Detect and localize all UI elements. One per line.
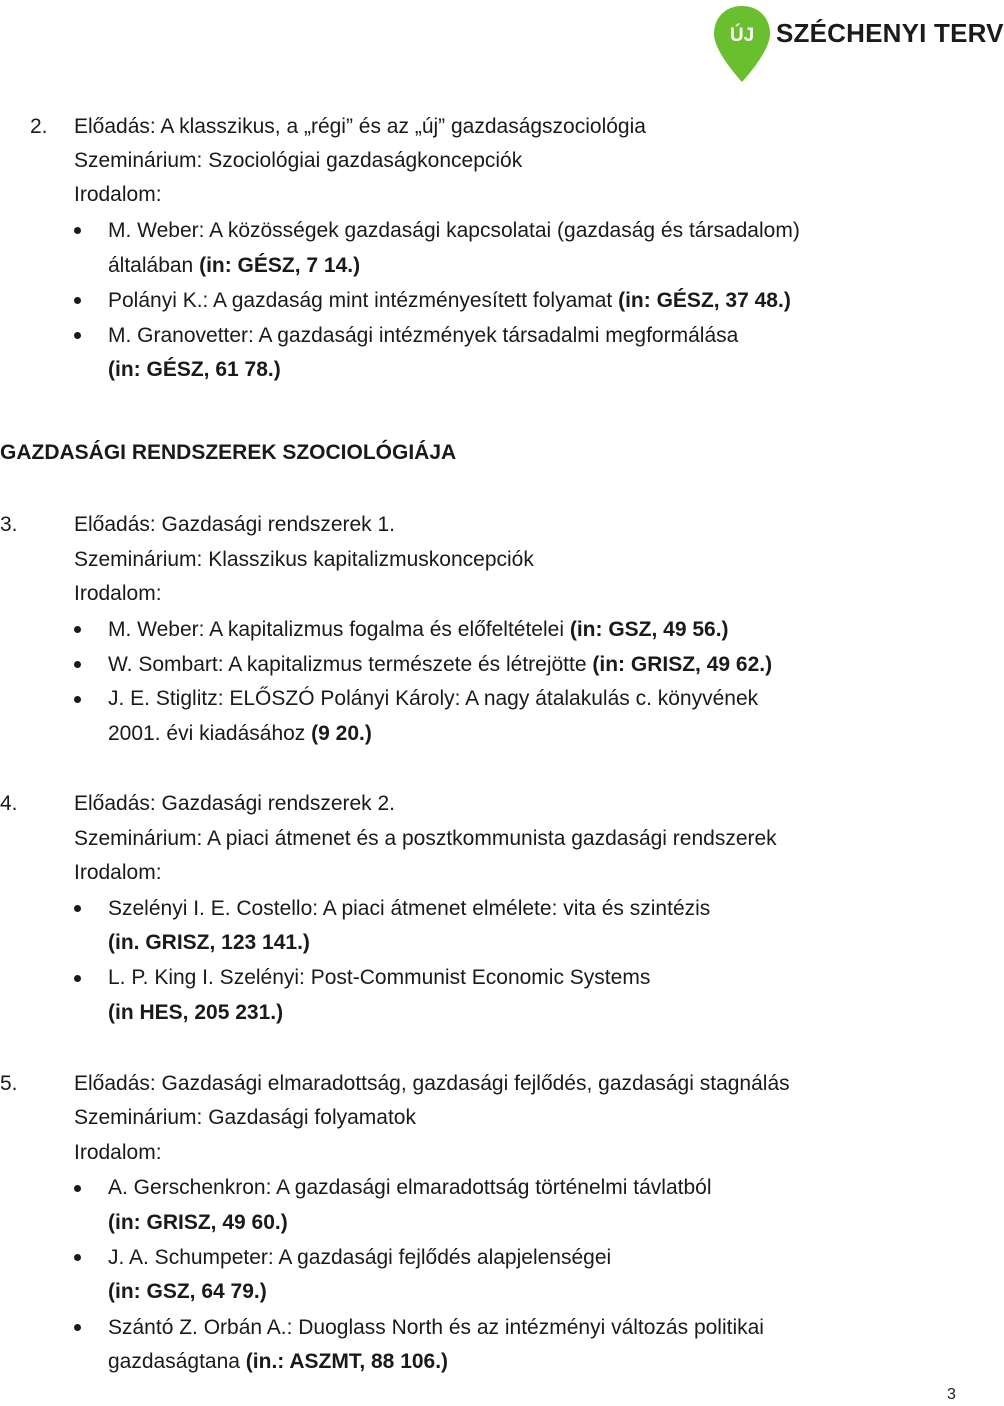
lecture-title: Előadás: A klasszikus, a „régi” és az „új” gazdaságszociológia — [74, 115, 646, 138]
page-number: 3 — [947, 1386, 956, 1403]
literature-item: A. Gerschenkron: A gazdasági elmaradottság történelmi távlatból — [108, 1176, 712, 1199]
literature-item-continued: (in: GSZ, 64 79.) — [108, 1280, 267, 1303]
literature-item: Szelényi I. E. Costello: A piaci átmenet elmélete: vita és szintézis — [108, 897, 711, 920]
literature-item: L. P. King I. Szelényi: Post-Communist Economic Systems — [108, 966, 651, 989]
literature-item-continued: (in: GRISZ, 49 60.) — [108, 1211, 288, 1234]
lecture-title: Előadás: Gazdasági rendszerek 1. — [74, 513, 396, 536]
bullet-icon — [74, 661, 81, 668]
logo-text: SZÉCHENYI TERV — [776, 18, 1004, 48]
section-number: 2. — [30, 115, 48, 138]
bullet-icon — [74, 905, 81, 912]
seminar-title: Szeminárium: A piaci átmenet és a posztkommunista gazdasági rendszerek — [74, 827, 777, 850]
literature-label: Irodalom: — [74, 183, 162, 206]
literature-item: M. Granovetter: A gazdasági intézmények társadalmi megformálása — [108, 324, 739, 347]
bullet-icon — [74, 297, 81, 304]
szechenyi-terv-logo — [712, 4, 1004, 84]
literature-label: Irodalom: — [74, 582, 162, 605]
literature-label: Irodalom: — [74, 1141, 162, 1164]
literature-item-continued: (in HES, 205 231.) — [108, 1001, 284, 1024]
bullet-icon — [74, 1254, 81, 1261]
literature-item: J. E. Stiglitz: ELŐSZÓ Polányi Károly: A nagy átalakulás c. könyvének — [108, 687, 759, 710]
literature-item: Polányi K.: A gazdaság mint intézményesített folyamat (in: GÉSZ, 37 48.) — [108, 289, 791, 312]
bullet-icon — [74, 975, 81, 982]
section-number: 4. — [0, 792, 18, 815]
section-heading: GAZDASÁGI RENDSZEREK SZOCIOLÓGIÁJA — [0, 441, 457, 464]
literature-item: M. Weber: A közösségek gazdasági kapcsolatai (gazdaság és társadalom) — [108, 219, 800, 242]
literature-item-continued: (in: GÉSZ, 61 78.) — [108, 358, 281, 381]
literature-item: W. Sombart: A kapitalizmus természete és létrejötte (in: GRISZ, 49 62.) — [108, 653, 773, 676]
bullet-icon — [74, 227, 81, 234]
literature-item: Szántó Z. Orbán A.: Duoglass North és az intézményi változás politikai — [108, 1316, 764, 1339]
bullet-icon — [74, 626, 81, 633]
bullet-icon — [74, 1185, 81, 1192]
bullet-icon — [74, 332, 81, 339]
literature-item-continued: általában (in: GÉSZ, 7 14.) — [108, 254, 361, 277]
lecture-title: Előadás: Gazdasági elmaradottság, gazdasági fejlődés, gazdasági stagnálás — [74, 1072, 790, 1095]
literature-item-continued: gazdaságtana (in.: ASZMT, 88 106.) — [108, 1350, 449, 1373]
literature-item: J. A. Schumpeter: A gazdasági fejlődés alapjelenségei — [108, 1246, 612, 1269]
section-number: 5. — [0, 1072, 18, 1095]
literature-item-continued: (in. GRISZ, 123 141.) — [108, 931, 310, 954]
svg-text:ÚJ: ÚJ — [729, 25, 755, 46]
literature-label: Irodalom: — [74, 861, 162, 884]
literature-item-continued: 2001. évi kiadásához (9 20.) — [108, 722, 372, 745]
seminar-title: Szeminárium: Gazdasági folyamatok — [74, 1106, 416, 1129]
section-number: 3. — [0, 513, 18, 536]
seminar-title: Szeminárium: Klasszikus kapitalizmuskoncepciók — [74, 548, 534, 571]
bullet-icon — [74, 696, 81, 703]
seminar-title: Szeminárium: Szociológiai gazdaságkoncepciók — [74, 149, 523, 172]
lecture-title: Előadás: Gazdasági rendszerek 2. — [74, 792, 396, 815]
map-pin-logo-icon — [712, 4, 772, 84]
literature-item: M. Weber: A kapitalizmus fogalma és előfeltételei (in: GSZ, 49 56.) — [108, 618, 729, 641]
bullet-icon — [74, 1324, 81, 1331]
